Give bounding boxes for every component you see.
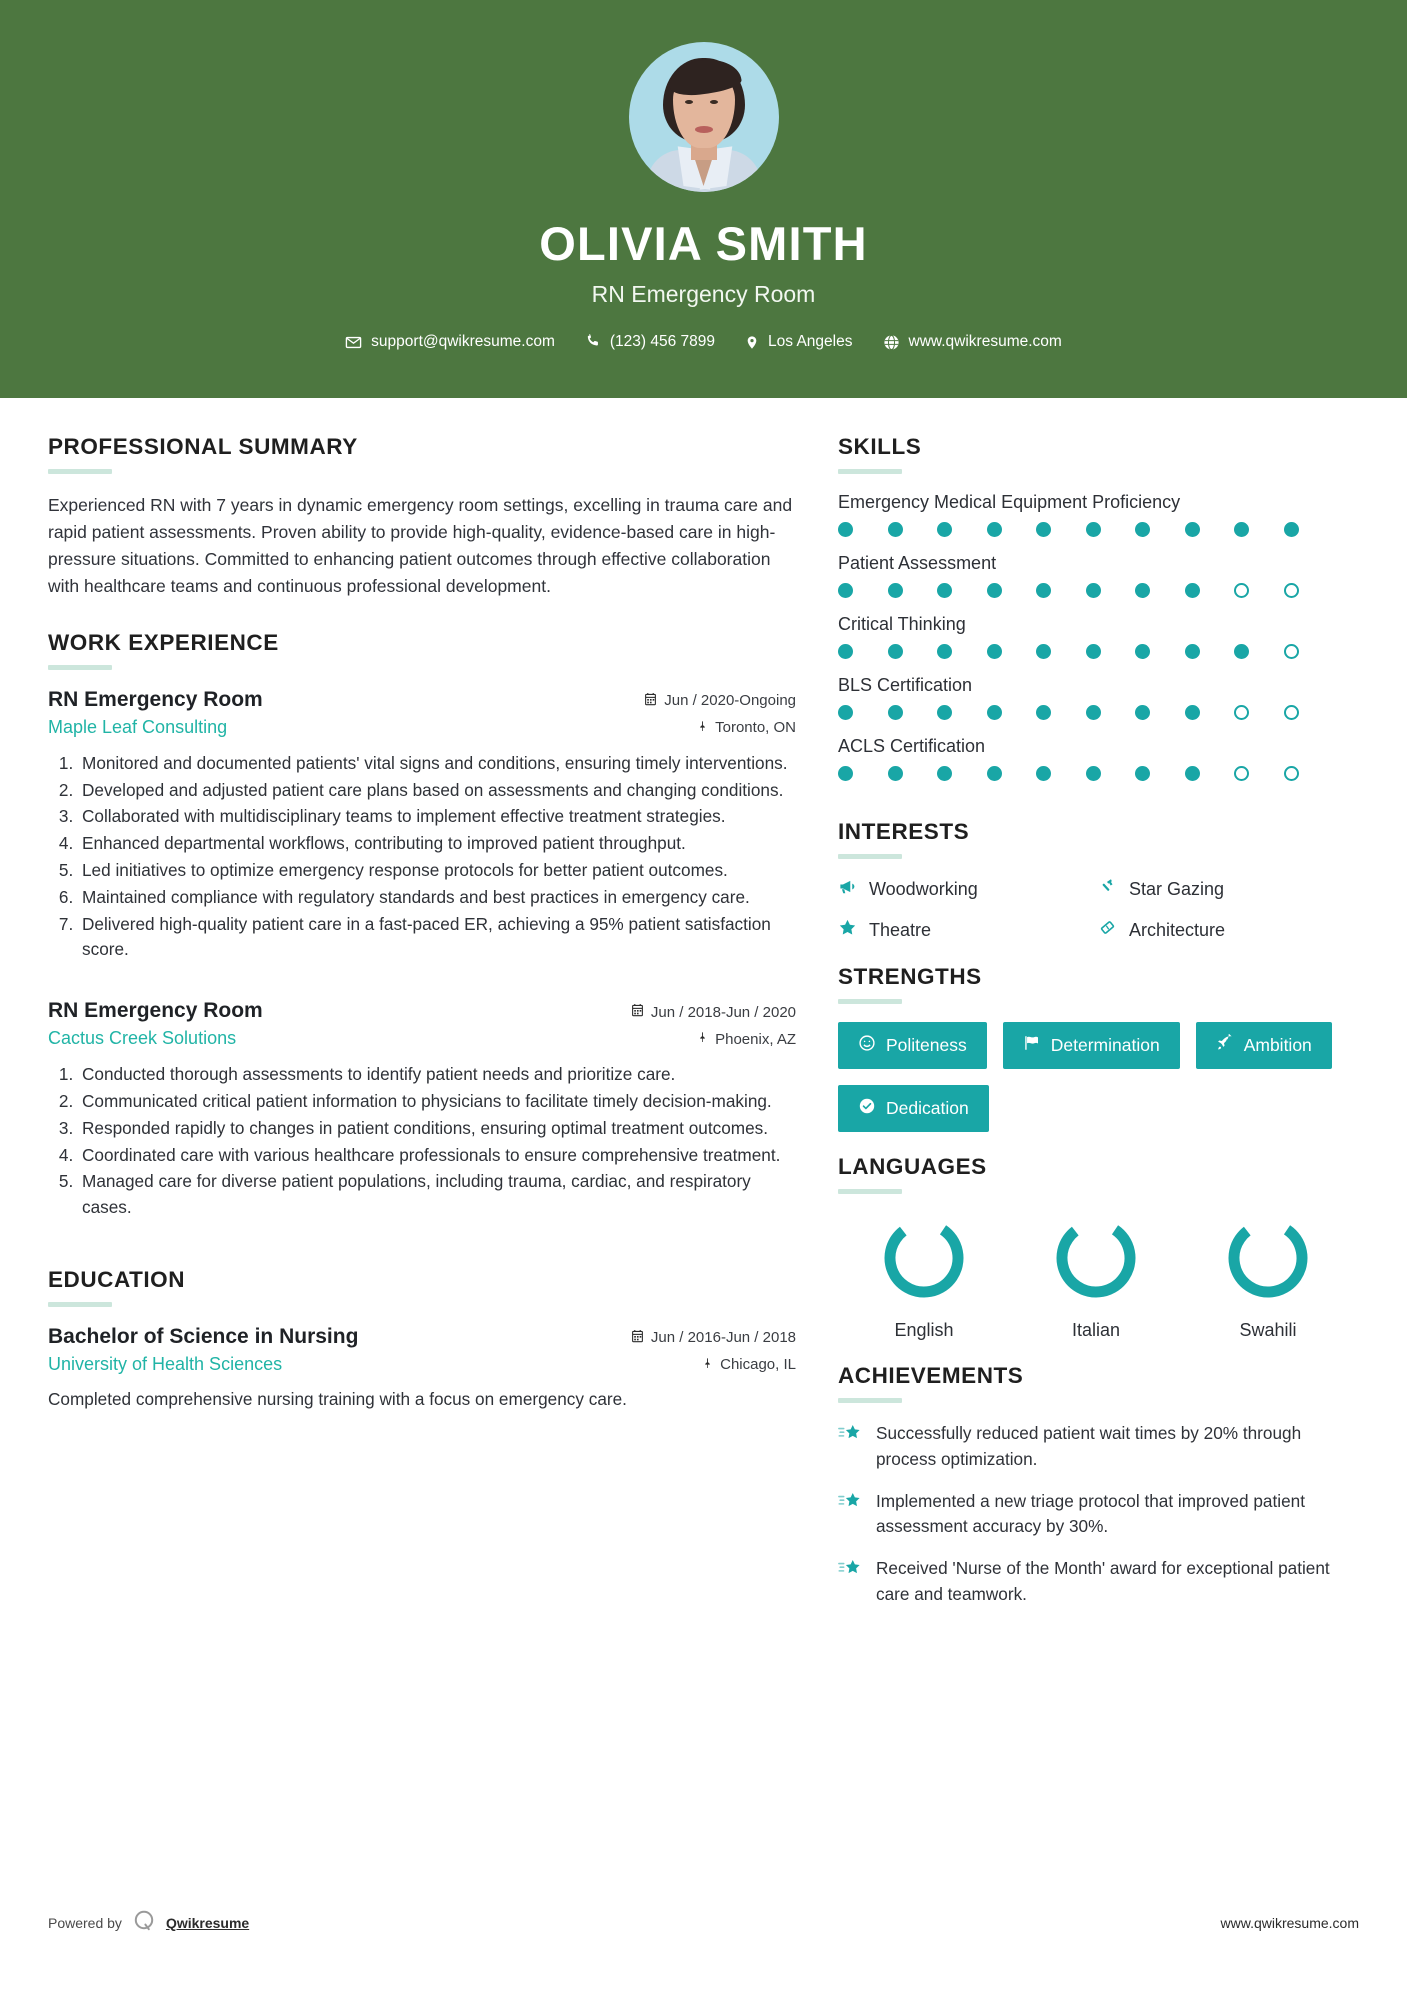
section-title: SKILLS	[838, 434, 922, 459]
rating-dot-filled	[1185, 522, 1200, 537]
shooting-star-icon	[838, 1489, 862, 1518]
rocket-icon	[1216, 1034, 1234, 1057]
interest-label: Architecture	[1129, 919, 1226, 940]
rating-dot-empty	[1284, 766, 1299, 781]
shooting-star-icon	[838, 1556, 862, 1585]
skill-rating	[838, 644, 1358, 659]
calendar-icon	[644, 692, 657, 710]
section-strengths	[838, 964, 1358, 1132]
rating-dot-filled	[987, 644, 1002, 659]
calendar-icon	[631, 1003, 644, 1021]
experience-bullet: 1. Monitored and documented patients' vital signs and conditions, ensuring timely interventions.	[78, 751, 796, 777]
rating-dot-filled	[987, 766, 1002, 781]
envelope-icon	[345, 334, 362, 351]
interest-item	[1098, 918, 1358, 942]
section-title: LANGUAGES	[838, 1154, 987, 1179]
language-item	[1182, 1212, 1354, 1341]
education-entry-subheader	[48, 1354, 796, 1375]
experience-bullet: 6. Maintained compliance with regulatory standards and best practices in emergency care.	[78, 885, 796, 911]
experience-entry	[48, 688, 796, 963]
experience-organization[interactable]: Cactus Creek Solutions	[48, 1028, 237, 1049]
hammer-icon	[1098, 877, 1117, 901]
section-work-experience	[48, 630, 796, 1221]
rating-dot-empty	[1284, 705, 1299, 720]
skill-rating	[838, 522, 1358, 537]
interest-label: Theatre	[869, 919, 932, 940]
resume-header	[0, 0, 1407, 398]
experience-entry-subheader	[48, 717, 796, 738]
experience-organization[interactable]: Maple Leaf Consulting	[48, 716, 228, 737]
strength-label: Determination	[1050, 1035, 1160, 1055]
strength-chip	[838, 1085, 989, 1132]
skill-label: BLS Certification	[838, 675, 973, 695]
section-rule	[48, 665, 112, 670]
rating-dot-filled	[888, 644, 903, 659]
map-pin-icon	[745, 334, 759, 351]
powered-by	[48, 1909, 249, 1936]
section-rule	[838, 999, 902, 1004]
section-rule	[48, 1302, 112, 1307]
rating-dot-filled	[1036, 583, 1051, 598]
rating-dot-filled	[1135, 705, 1150, 720]
rating-dot-filled	[838, 583, 853, 598]
contact-email-text: support@qwikresume.com	[371, 333, 555, 350]
section-achievements	[838, 1363, 1358, 1608]
skill-label: Critical Thinking	[838, 614, 966, 634]
spacer	[838, 1341, 1358, 1363]
rating-dot-filled	[1036, 644, 1051, 659]
rating-dot-filled	[888, 583, 903, 598]
experience-bullet: 2. Developed and adjusted patient care plans based on assessments and changing conditions.	[78, 778, 796, 804]
education-dates	[631, 1329, 796, 1347]
rating-dot-filled	[1185, 583, 1200, 598]
section-rule	[838, 1189, 902, 1194]
experience-entry-header	[48, 688, 796, 712]
section-skills	[838, 434, 1358, 781]
star-icon	[838, 918, 857, 942]
education-degree: Bachelor of Science in Nursing	[48, 1324, 359, 1348]
languages-list	[838, 1212, 1358, 1341]
experience-location	[697, 1030, 796, 1048]
section-title: PROFESSIONAL SUMMARY	[48, 434, 358, 459]
rating-dot-filled	[1135, 766, 1150, 781]
experience-bullet: 2. Communicated critical patient information to physicians to facilitate timely decision-making.	[78, 1089, 796, 1115]
experience-bullet: 5. Led initiatives to optimize emergency response protocols for better patient outcomes.	[78, 858, 796, 884]
spacer	[48, 600, 796, 630]
rating-dot-filled	[1086, 705, 1101, 720]
skill-item	[838, 492, 1358, 537]
rating-dot-filled	[1036, 705, 1051, 720]
skill-item	[838, 736, 1358, 781]
experience-bullet: 5. Managed care for diverse patient populations, including trauma, cardiac, and respiratory cases.	[78, 1169, 796, 1221]
shooting-star-icon	[838, 1421, 862, 1450]
check-circle-icon	[858, 1097, 876, 1120]
education-location-text: Chicago, IL	[720, 1356, 796, 1374]
contact-location-text: Los Angeles	[768, 333, 853, 350]
experience-bullet: 3. Responded rapidly to changes in patient conditions, ensuring optimal treatment outcomes.	[78, 1116, 796, 1142]
rating-dot-filled	[888, 766, 903, 781]
avatar	[629, 42, 779, 192]
experience-bullet: 4. Enhanced departmental workflows, contributing to improved patient throughput.	[78, 831, 796, 857]
strengths-chips	[838, 1022, 1358, 1132]
rating-dot-filled	[888, 705, 903, 720]
megaphone-icon	[838, 877, 857, 901]
interest-label: Woodworking	[869, 878, 978, 899]
interest-item	[838, 918, 1098, 942]
resume-body	[0, 398, 1407, 1624]
rating-dot-filled	[1135, 522, 1150, 537]
education-location	[702, 1356, 796, 1374]
achievement-item	[838, 1556, 1358, 1608]
interests-grid	[838, 877, 1358, 942]
language-donut	[1050, 1212, 1142, 1304]
rating-dot-filled	[1036, 766, 1051, 781]
experience-bullet: 1. Conducted thorough assessments to identify patient needs and prioritize care.	[78, 1062, 796, 1088]
qwikresume-logo-icon	[132, 1909, 156, 1936]
strength-chip	[1196, 1022, 1332, 1069]
education-dates-text: Jun / 2016-Jun / 2018	[650, 1329, 796, 1347]
language-donut	[878, 1212, 970, 1304]
rating-dot-empty	[1284, 644, 1299, 659]
achievement-text: Received 'Nurse of the Month' award for exceptional patient care and teamwork.	[876, 1558, 1330, 1604]
language-item	[838, 1212, 1010, 1341]
spacer	[838, 1132, 1358, 1154]
skill-label: ACLS Certification	[838, 736, 986, 756]
rating-dot-filled	[987, 705, 1002, 720]
education-institution[interactable]: University of Health Sciences	[48, 1353, 283, 1374]
rating-dot-filled	[987, 583, 1002, 598]
rating-dot-filled	[888, 522, 903, 537]
experience-location-text: Phoenix, AZ	[715, 1030, 796, 1048]
strength-label: Dedication	[886, 1098, 969, 1118]
rating-dot-filled	[838, 705, 853, 720]
contact-phone[interactable]	[570, 333, 730, 351]
ticket-icon	[1098, 918, 1117, 942]
achievement-item	[838, 1421, 1358, 1473]
section-title: STRENGTHS	[838, 964, 982, 989]
experience-dates	[644, 692, 796, 710]
section-interests	[838, 819, 1358, 942]
interest-item	[1098, 877, 1358, 901]
spacer	[838, 942, 1358, 964]
rating-dot-filled	[1234, 644, 1249, 659]
strength-chip	[1003, 1022, 1180, 1069]
powered-by-label: Powered by	[48, 1914, 122, 1931]
education-entry	[48, 1325, 796, 1413]
rating-dot-filled	[838, 766, 853, 781]
strength-chip	[838, 1022, 987, 1069]
section-rule	[838, 469, 902, 474]
experience-entry	[48, 999, 796, 1221]
rating-dot-filled	[937, 766, 952, 781]
section-title: ACHIEVEMENTS	[838, 1363, 1024, 1388]
language-label: Swahili	[1239, 1320, 1297, 1340]
section-education	[48, 1267, 796, 1413]
skill-label: Patient Assessment	[838, 553, 997, 573]
section-rule	[838, 854, 902, 859]
pin-icon	[697, 1030, 708, 1048]
rating-dot-filled	[1036, 522, 1051, 537]
skills-list	[838, 492, 1358, 781]
language-item	[1010, 1212, 1182, 1341]
rating-dot-filled	[1135, 644, 1150, 659]
education-entry-header	[48, 1325, 796, 1349]
rating-dot-empty	[1234, 583, 1249, 598]
section-languages	[838, 1154, 1358, 1341]
rating-dot-filled	[987, 522, 1002, 537]
pin-icon	[697, 719, 708, 737]
strength-label: Ambition	[1243, 1035, 1312, 1055]
skill-rating	[838, 705, 1358, 720]
rating-dot-filled	[1185, 644, 1200, 659]
interest-item	[838, 877, 1098, 901]
contact-website[interactable]	[868, 333, 1077, 351]
right-column	[838, 434, 1358, 1624]
rating-dot-filled	[937, 644, 952, 659]
candidate-job-title: RN Emergency Room	[591, 281, 816, 307]
achievement-item	[838, 1489, 1358, 1541]
section-title: EDUCATION	[48, 1266, 186, 1292]
section-title: WORK EXPERIENCE	[48, 629, 279, 655]
language-label: English	[894, 1320, 954, 1340]
strength-label: Politeness	[886, 1035, 967, 1055]
language-label: Italian	[1071, 1320, 1121, 1340]
experience-entry-subheader	[48, 1028, 796, 1049]
rating-dot-filled	[1086, 522, 1101, 537]
skill-rating	[838, 583, 1358, 598]
candidate-name: OLIVIA SMITH	[539, 217, 868, 270]
skill-item	[838, 675, 1358, 720]
experience-location	[697, 719, 796, 737]
phone-icon	[585, 334, 601, 350]
spacer	[48, 1227, 796, 1267]
rating-dot-filled	[1234, 522, 1249, 537]
experience-bullet: 3. Collaborated with multidisciplinary teams to implement effective treatment strategies.	[78, 804, 796, 830]
rating-dot-empty	[1284, 583, 1299, 598]
section-rule	[48, 469, 112, 474]
achievement-text: Successfully reduced patient wait times by 20% through process optimization.	[876, 1423, 1302, 1469]
rating-dot-filled	[1185, 766, 1200, 781]
flag-icon	[1023, 1034, 1041, 1057]
experience-bullets	[48, 751, 796, 963]
rating-dot-filled	[1086, 644, 1101, 659]
experience-role: RN Emergency Room	[48, 687, 263, 711]
qwikresume-brand-link[interactable]: Qwikresume	[165, 1914, 250, 1931]
rating-dot-filled	[838, 644, 853, 659]
rating-dot-filled	[937, 522, 952, 537]
rating-dot-filled	[937, 705, 952, 720]
rating-dot-filled	[937, 583, 952, 598]
skill-item	[838, 553, 1358, 598]
pin-icon	[702, 1356, 713, 1374]
skill-item	[838, 614, 1358, 659]
rating-dot-filled	[1135, 583, 1150, 598]
globe-icon	[883, 334, 900, 351]
footer-url[interactable]: www.qwikresume.com	[1220, 1914, 1359, 1931]
calendar-icon	[631, 1329, 644, 1347]
spacer	[48, 969, 796, 999]
education-description: Completed comprehensive nursing training with a focus on emergency care.	[48, 1388, 627, 1409]
skill-rating	[838, 766, 1358, 781]
experience-entry-header	[48, 999, 796, 1023]
section-title: INTERESTS	[838, 819, 970, 844]
experience-bullets	[48, 1062, 796, 1221]
experience-bullet: 7. Delivered high-quality patient care in a fast-paced ER, achieving a 95% patient satisfaction score.	[78, 912, 796, 964]
section-professional-summary	[48, 434, 796, 600]
experience-role: RN Emergency Room	[48, 999, 263, 1023]
rating-dot-filled	[1284, 522, 1299, 537]
experience-bullet: 4. Coordinated care with various healthcare professionals to ensure comprehensive treatment.	[78, 1143, 796, 1169]
language-donut	[1222, 1212, 1314, 1304]
interest-label: Star Gazing	[1129, 878, 1225, 899]
experience-dates	[631, 1003, 796, 1021]
contact-phone-text: (123) 456 7899	[609, 333, 716, 350]
smiley-icon	[858, 1034, 876, 1057]
contact-email[interactable]	[330, 333, 570, 351]
left-column	[48, 434, 796, 1624]
experience-location-text: Toronto, ON	[715, 719, 796, 737]
contact-website-text: www.qwikresume.com	[908, 333, 1062, 350]
contact-bar	[330, 333, 1077, 351]
resume-footer	[0, 1909, 1407, 1936]
experience-dates-text: Jun / 2018-Jun / 2020	[650, 1003, 796, 1021]
rating-dot-filled	[1086, 583, 1101, 598]
experience-dates-text: Jun / 2020-Ongoing	[664, 692, 796, 710]
achievement-text: Implemented a new triage protocol that improved patient assessment accuracy by 30%.	[876, 1490, 1305, 1537]
skill-label: Emergency Medical Equipment Proficiency	[838, 492, 1181, 512]
rating-dot-filled	[838, 522, 853, 537]
section-rule	[838, 1398, 902, 1403]
spacer	[838, 797, 1358, 819]
rating-dot-filled	[1185, 705, 1200, 720]
rating-dot-filled	[1086, 766, 1101, 781]
rating-dot-empty	[1234, 766, 1249, 781]
contact-location[interactable]	[730, 333, 867, 351]
rating-dot-empty	[1234, 705, 1249, 720]
summary-text: Experienced RN with 7 years in dynamic emergency room settings, excelling in trauma care and rapid patient assessments. Proven ability to provide high-quality, evidence-based care in high-pressure situations. Committed to enhancing patient outcomes through effective collaboration with healthcare teams and continuous professional development.	[48, 495, 793, 596]
